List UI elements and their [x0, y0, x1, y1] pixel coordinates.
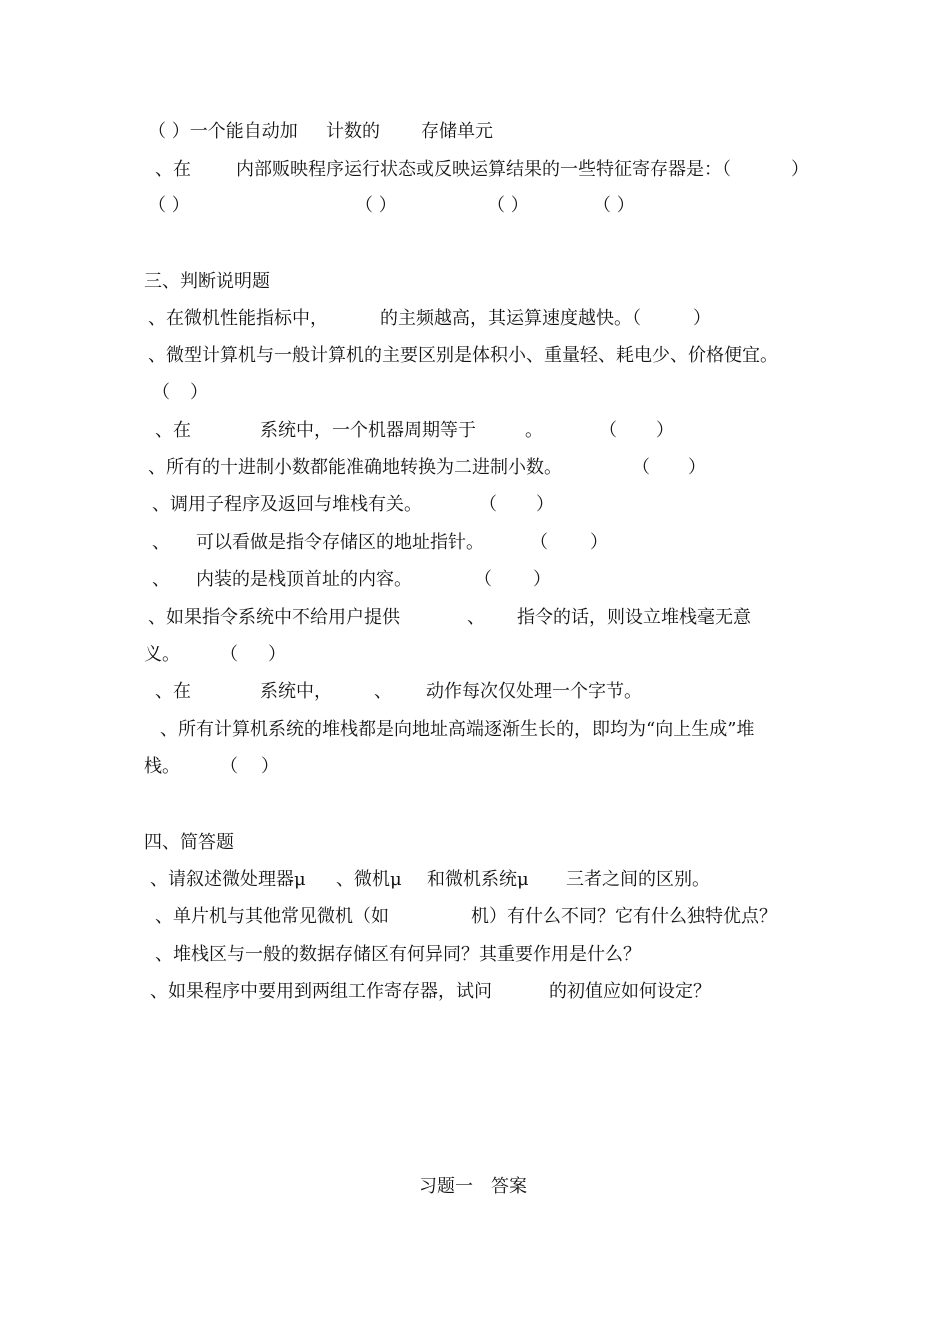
text-segment: （ [152, 382, 170, 403]
text-segment: （ [599, 420, 617, 441]
answer-section-title: 习题一 答案 [419, 1176, 527, 1197]
text-segment: ） [536, 494, 554, 515]
text-segment: ） [688, 457, 706, 478]
text-segment: （ [479, 494, 497, 515]
text-segment: ） [590, 532, 608, 553]
text-segment: （ ）一个能自动加 [148, 121, 298, 142]
text-segment: 、 [467, 607, 485, 628]
text-segment: 内装的是栈顶首址的内容。 [196, 569, 412, 590]
text-segment: 、如果程序中要用到两组工作寄存器，试问 [150, 981, 492, 1002]
text-segment: 。 [525, 420, 543, 441]
text-segment: 的主频越高，其运算速度越快。（ [380, 308, 641, 329]
text-segment: ） [268, 644, 286, 665]
text-segment: （ [474, 569, 492, 590]
text-segment: ） [791, 159, 809, 180]
text-segment: 、 [152, 569, 170, 590]
text-segment: 动作每次仅处理一个字节。 [426, 681, 642, 702]
text-segment: 义。 [144, 644, 180, 665]
text-segment: （ ） [593, 195, 635, 216]
text-segment: 、请叙述微处理器μ [150, 869, 306, 890]
text-segment: （ [220, 644, 238, 665]
text-segment: （ ） [355, 195, 397, 216]
text-segment: 、 [374, 681, 392, 702]
text-segment: 系统中，一个机器周期等于 [260, 420, 476, 441]
text-segment: 内部贩映程序运行状态或反映运算结果的一些特征寄存器是：（ [236, 159, 731, 180]
text-segment: ） [261, 756, 279, 777]
text-segment: 、在 [155, 159, 191, 180]
text-segment: 、微型计算机与一般计算机的主要区别是体积小、重量轻、耗电少、价格便宜。 [148, 345, 778, 366]
text-segment: ） [656, 420, 674, 441]
text-segment: 可以看做是指令存储区的地址指针。 [196, 532, 484, 553]
text-segment: 、如果指令系统中不给用户提供 [148, 607, 400, 628]
text-segment: 、在 [155, 681, 191, 702]
text-segment: 四、简答题 [144, 832, 234, 853]
text-segment: 、在微机性能指标中， [148, 308, 328, 329]
text-segment: 、微机μ [336, 869, 402, 890]
text-segment: 、调用子程序及返回与堆栈有关。 [152, 494, 422, 515]
text-segment: 三者之间的区别。 [566, 869, 710, 890]
text-segment: 、 [152, 532, 170, 553]
text-segment: 、所有计算机系统的堆栈都是向地址高端逐渐生长的，即均为“向上生成”堆 [160, 719, 755, 740]
text-segment: 指令的话，则设立堆栈毫无意 [517, 607, 751, 628]
text-segment: 、堆栈区与一般的数据存储区有何异同？其重要作用是什么？ [155, 944, 641, 965]
text-segment: （ ） [487, 195, 529, 216]
text-segment: ） [693, 308, 711, 329]
text-segment: 栈。 [144, 756, 180, 777]
text-segment: 和微机系统μ [427, 869, 529, 890]
text-segment: 计数的 [326, 121, 380, 142]
text-segment: ） [190, 382, 208, 403]
text-segment: 、单片机与其他常见微机（如 [155, 906, 389, 927]
text-segment: （ ） [148, 195, 190, 216]
text-segment: 、所有的十进制小数都能准确地转换为二进制小数。 [148, 457, 562, 478]
text-segment: （ [530, 532, 548, 553]
text-segment: 存储单元 [421, 121, 493, 142]
text-segment: 机）有什么不同？它有什么独特优点？ [471, 906, 777, 927]
text-segment: 三、判断说明题 [144, 271, 270, 292]
text-segment: ） [533, 569, 551, 590]
text-segment: 系统中， [260, 681, 332, 702]
text-segment: （ [632, 457, 650, 478]
text-segment: 、在 [155, 420, 191, 441]
text-segment: 的初值应如何设定？ [549, 981, 711, 1002]
text-segment: （ [220, 756, 238, 777]
